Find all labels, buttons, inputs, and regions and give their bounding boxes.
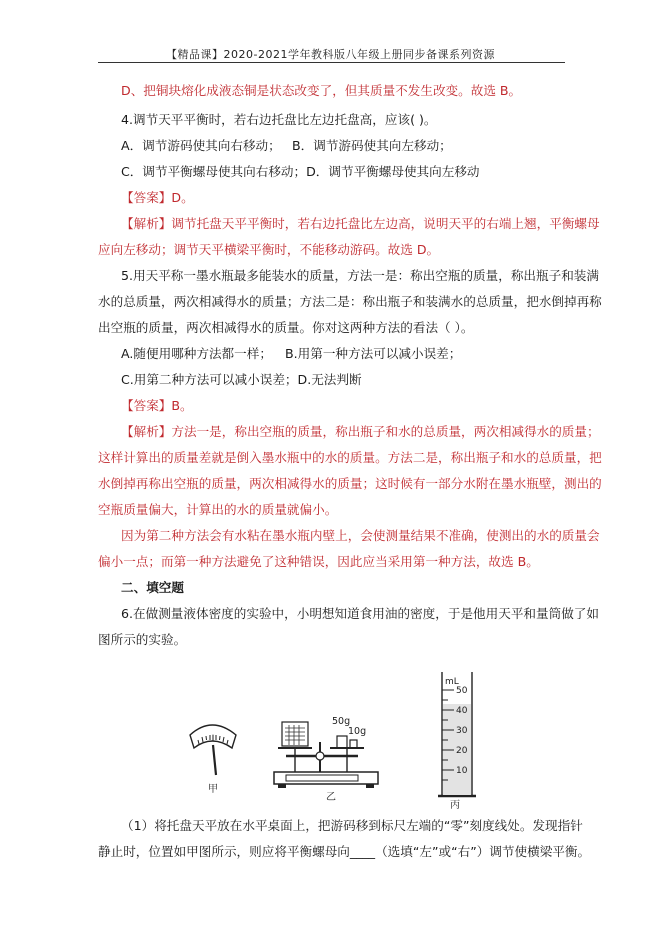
header-divider: [98, 62, 565, 63]
pointer-needle: [213, 745, 216, 775]
question-4-analysis-line-1: 【解析】调节托盘天平平衡时，若右边托盘比左边高，说明天平的右端上翘，平衡螺母: [121, 216, 600, 231]
question-5-analysis-line-2: 这样计算出的质量差就是倒入墨水瓶中的水的质量。方法二是，称出瓶子和水的总质量，把: [98, 450, 602, 465]
question-4-options-cd: C．调节平衡螺母使其向右移动；D．调节平衡螺母使其向左移动: [121, 164, 480, 179]
weight-10g-label: 10g: [348, 726, 367, 737]
figure-label-yi: 乙: [326, 792, 336, 803]
question-5-stem-line-2: 水的总质量，两次相减得水的质量；方法二是：称出瓶子和装满水的总质量，把水倒掉再称: [98, 294, 602, 309]
question-5-analysis-line-5: 因为第二种方法会有水粘在墨水瓶内壁上，会使测量结果不准确，使测出的水的质量会: [121, 528, 600, 543]
question-4-answer: 【答案】D。: [121, 190, 194, 205]
figure-label-jia: 甲: [208, 784, 218, 795]
question-5-answer: 【答案】B。: [121, 398, 193, 413]
question-4-option-a: A．调节游码使其向右移动；: [121, 138, 281, 153]
figure-label-bing: 丙: [450, 800, 460, 810]
question-4-analysis-line-2: 应向左移动；调节天平横梁平衡时，不能移动游码。故选 D。: [98, 242, 440, 257]
question-6-stem-line-2: 图所示的实验。: [98, 632, 187, 647]
balance-diagram: [274, 716, 378, 803]
cylinder-tick-50: 50: [456, 686, 468, 696]
weight-50g-label: 50g: [332, 716, 351, 727]
cylinder-tick-30: 30: [456, 726, 468, 736]
cylinder-tick-10: 10: [456, 766, 468, 776]
question-6-part-1-line-2: 静止时，位置如甲图所示，则应将平衡螺母向____（选填“左”或“右”）调节使横梁平衡。: [98, 844, 591, 859]
question-5-stem-line-1: 5.用天平称一墨水瓶最多能装水的质量，方法一是：称出空瓶的质量，称出瓶子和装满: [121, 268, 599, 283]
section-title-fill-in: 二、填空题: [121, 580, 184, 595]
balance-base: [274, 772, 378, 784]
question-5-analysis-line-1: 【解析】方法一是，称出空瓶的质量，称出瓶子和水的总质量，两次相减得水的质量；: [121, 424, 600, 439]
weight-50g: [337, 736, 347, 748]
question-4-stem: 4.调节天平平衡时，若右边托盘比左边托盘高，应该( )。: [121, 112, 437, 127]
question-5-option-b: B.用第一种方法可以减小误差；: [285, 346, 462, 361]
question-5-options-cd: C.用第二种方法可以减小误差；D.无法判断: [121, 372, 362, 387]
question-5-stem-line-3: 出空瓶的质量，两次相减得水的质量。你对这两种方法的看法（ ）。: [98, 320, 474, 335]
question-6-part-1-line-1: （1）将托盘天平放在水平桌面上，把游码移到标尺左端的“零”刻度线处。发现指针: [121, 818, 583, 833]
question-5-option-a: A.随便用哪种方法都一样；: [121, 346, 272, 361]
pointer-scale-diagram: [190, 725, 236, 795]
question-5-analysis-line-6: 偏小一点；而第一种方法避免了这种错误，因此应当采用第一种方法，故选 B。: [98, 554, 539, 569]
question-5-analysis-line-4: 空瓶质量偏大，计算出的水的质量就偏小。: [98, 502, 338, 517]
page-header: 【精品课】2020-2021学年教科版八年级上册同步备课系列资源: [166, 48, 495, 61]
cylinder-tick-40: 40: [456, 706, 468, 716]
experiment-figure: [180, 660, 480, 810]
question-4-option-b: B．调节游码使其向左移动；: [292, 138, 452, 153]
question-5-analysis-line-3: 水倒掉再称出空瓶的质量，两次相减得水的质量；这时候有一部分水附在墨水瓶壁，测出的: [98, 476, 602, 491]
question-6-stem-line-1: 6.在做测量液体密度的实验中，小明想知道食用油的密度，于是他用天平和量筒做了如: [121, 606, 599, 621]
measuring-cylinder-diagram: [438, 672, 476, 810]
weight-10g: [350, 740, 357, 748]
cylinder-unit-label: mL: [445, 677, 459, 687]
cylinder-tick-20: 20: [456, 746, 468, 756]
balance-beam-scale: [286, 775, 358, 781]
answer-option-d-explanation: D、把铜块熔化成液态铜是状态改变了，但其质量不发生改变。故选 B。: [121, 83, 522, 98]
